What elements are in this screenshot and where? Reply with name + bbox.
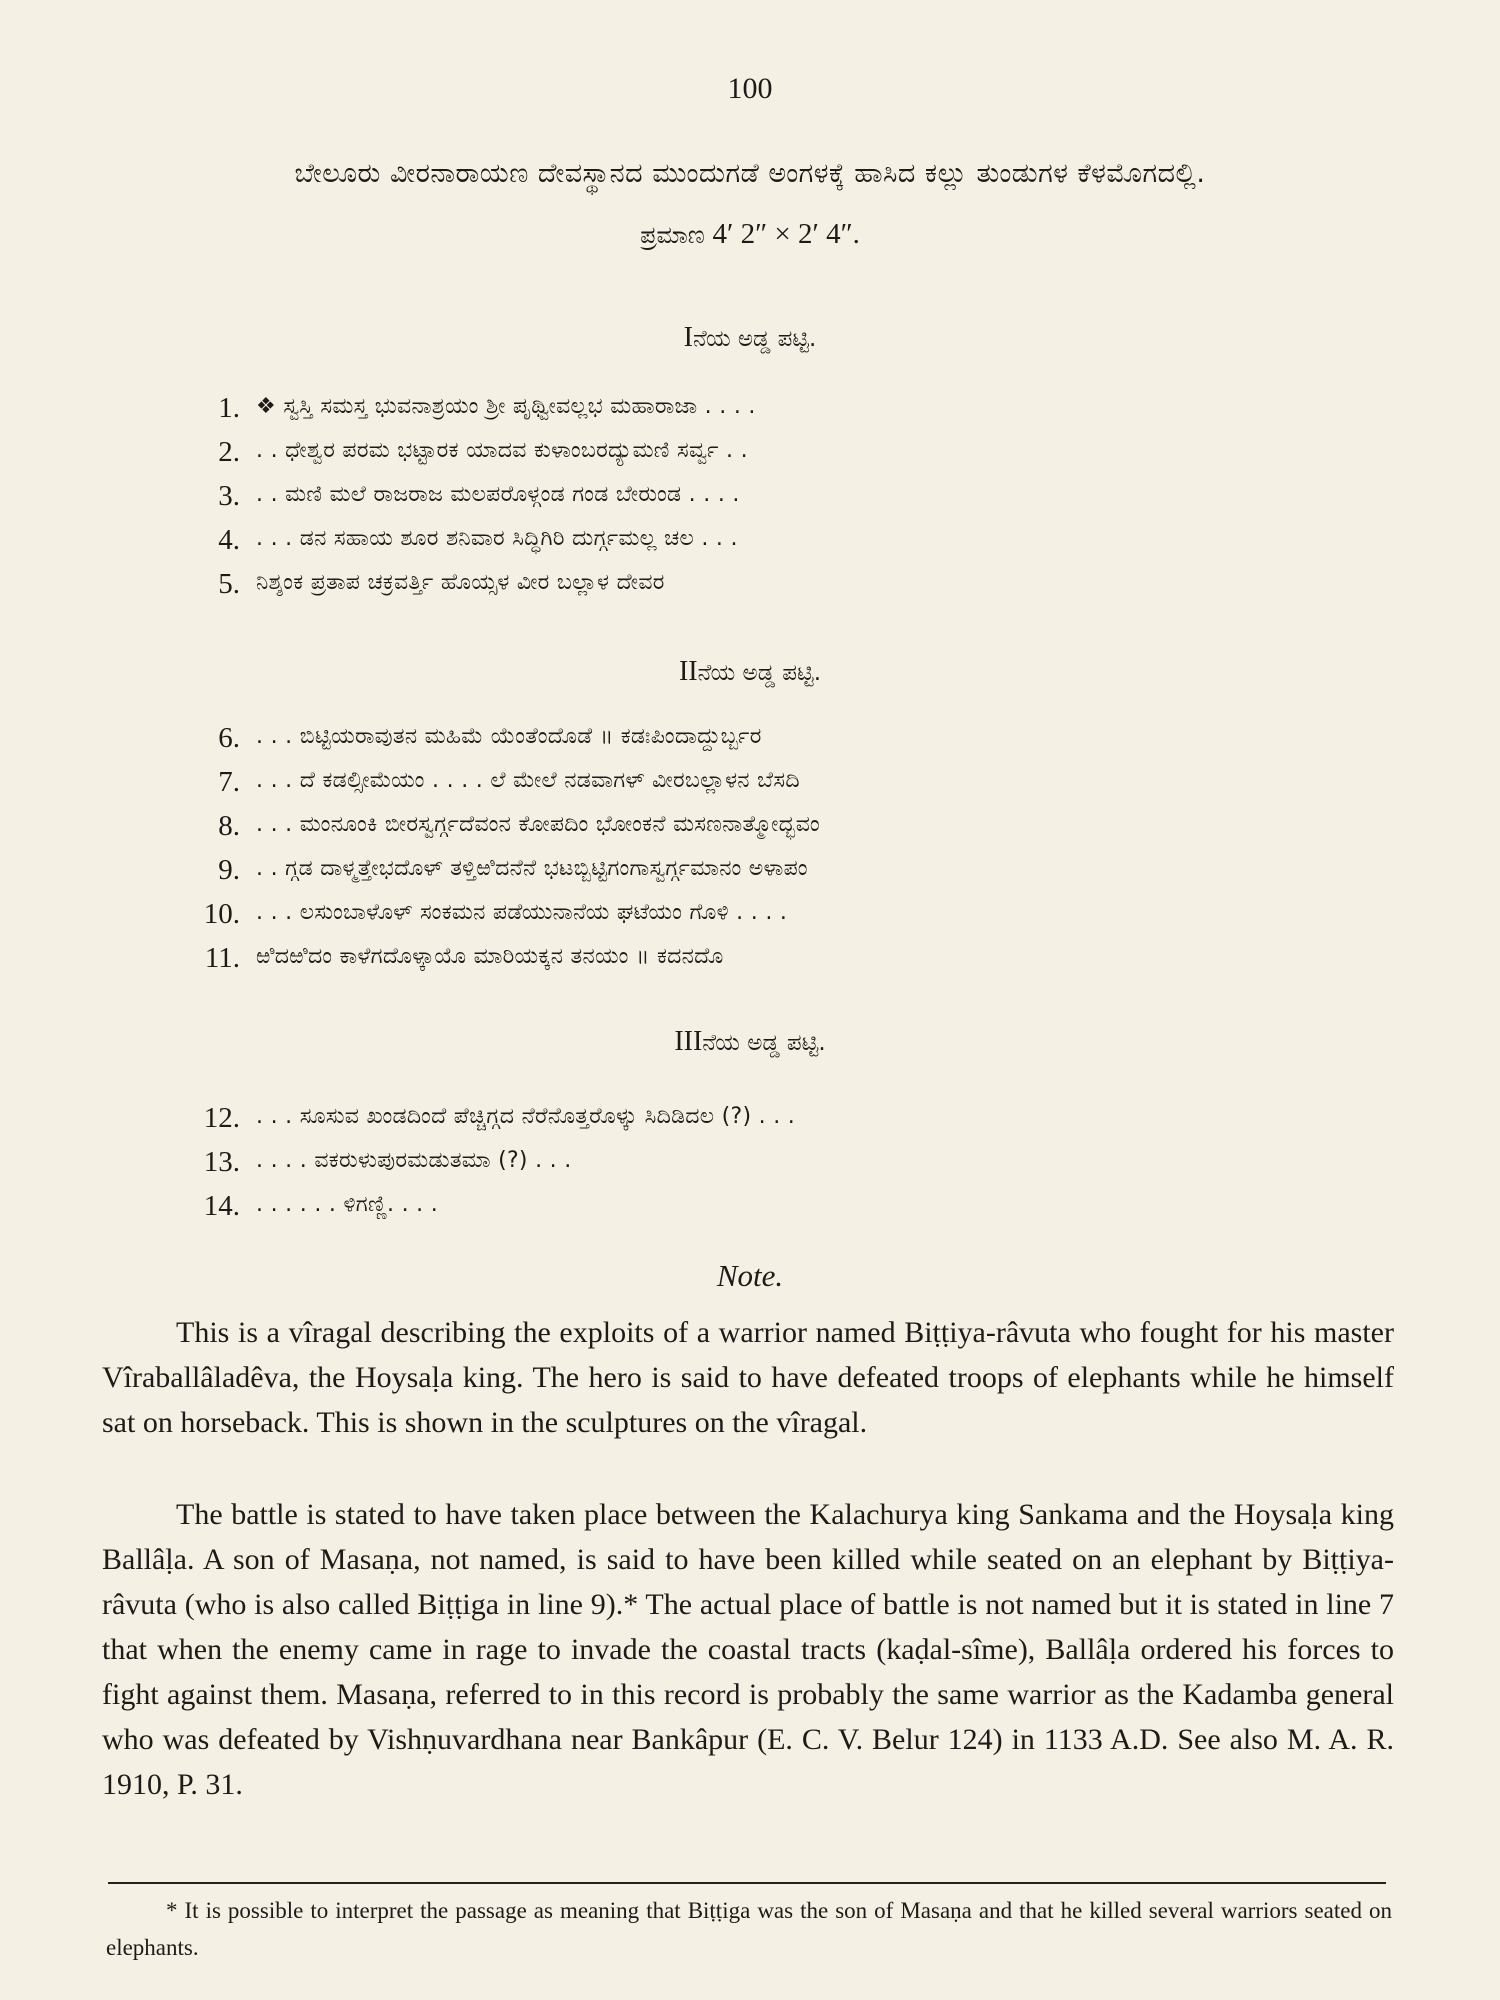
inscription-line	[170, 1142, 1270, 1182]
line-number: 9.	[218, 854, 240, 886]
note-paragraph: This is a vîragal describing the exploits of a warrior named Biṭṭiya-râvuta who fought for his master Vîraballâladêva, the Hoysaḷa king. The hero is said to have defeated troops of elephants while he himself sat on horseback. This is shown in the sculptures on the vîragal.	[102, 1316, 1394, 1439]
measurement-value: 4′ 2″ × 2′ 4″.	[712, 218, 860, 250]
line-text: . . ಗ್ಗಡ ದಾಳ್ಮತ್ತೇಭದೊಳ್ ತಳ್ತಿಱಿದನೆನೆ ಭಟಬ್ಬಿಟ್ಟಿಗಂಗಾಸ್ವರ್ಗ್ಗಮಾನಂ ಅಳಾಪಂ	[256, 856, 808, 881]
line-number: 10.	[203, 898, 240, 930]
inscription-line	[170, 432, 1270, 472]
line-number: 3.	[218, 480, 240, 512]
inscription-line	[170, 762, 1270, 802]
line-number: 5.	[218, 568, 240, 600]
line-number: 6.	[218, 722, 240, 754]
line-number: 11.	[204, 942, 240, 974]
section-label: ನೆಯ ಅಡ್ಡ ಪಟ್ಟಿ.	[692, 326, 817, 352]
line-text: . . . ಲಸುಂಬಾಳೊಳ್ ಸಂಕಮನ ಪಡೆಯುನಾನೆಯ ಘಟೆಯಂ ಗೊಳಿ . . . .	[256, 900, 788, 925]
measurement	[0, 218, 1500, 251]
line-text: . . ಮಣಿ ಮಲೆ ರಾಜರಾಜ ಮಲಪರೊಳ್ಗಂಡ ಗಂಡ ಬೇರುಂಡ . . . .	[256, 482, 740, 507]
section-title-3	[0, 1026, 1500, 1058]
note-paragraph: The battle is stated to have taken place between the Kalachurya king Sankama and the Hoysaḷa king Ballâḷa. A son of Masaṇa, not named, is said to have been killed while seated on an elephant by Biṭṭiya-râvuta (who is also called Biṭṭiga in line 9).* The actual place of battle is not named but it is stated in line 7 that when the enemy came in rage to invade the coastal tracts (kaḍal-sîme), Ballâḷa ordered his forces to fight against them. Masaṇa, referred to in this record is probably the same warrior as the Kadamba general who was defeated by Vishṇuvardhana near Bankâpur (E. C. V. Belur 124) in 1133 A.D. See also M. A. R. 1910, P. 31.	[102, 1498, 1394, 1801]
inscription-line	[170, 1098, 1270, 1138]
inscription-line	[170, 718, 1270, 758]
section-roman: I	[683, 322, 693, 353]
inscription-line	[170, 476, 1270, 516]
line-text: . . . ಬಿಟ್ಟಿಯರಾವುತನ ಮಹಿಮೆ ಯೆಂತೆಂದೊಡೆ ॥ ಕಡಃಪಿಂದಾದ್ದುರ್ಬ್ಬರ	[256, 724, 762, 749]
section-label: ನೆಯ ಅಡ್ಡ ಪಟ್ಟಿ.	[697, 660, 822, 686]
line-text: . . . ಡನ ಸಹಾಯ ಶೂರ ಶನಿವಾರ ಸಿದ್ಧಿಗಿರಿ ದುರ್ಗ್ಗಮಲ್ಲ ಚಲ . . .	[256, 526, 738, 551]
line-number: 14.	[203, 1190, 240, 1222]
inscription-line	[170, 806, 1270, 846]
section-label: ನೆಯ ಅಡ್ಡ ಪಟ್ಟಿ.	[702, 1030, 826, 1056]
line-text: . . . ದೆ ಕಡಲ್ಸೀಮೆಯಂ . . . . ಲೆ ಮೇಲೆ ನಡವಾಗಳ್ ವೀರಬಲ್ಲಾಳನ ಬೆಸದಿ	[256, 768, 800, 793]
section-title-2	[0, 656, 1500, 688]
line-text: . . ಧೇಶ್ವರ ಪರಮ ಭಟ್ಟಾರಕ ಯಾದವ ಕುಳಾಂಬರದ್ಯುಮಣಿ ಸರ್ವ್ವ . .	[256, 438, 748, 463]
measurement-label: ಪ್ರಮಾಣ	[640, 221, 705, 249]
footnote-divider	[108, 1882, 1386, 1884]
line-number: 2.	[218, 436, 240, 468]
inscription-line	[170, 894, 1270, 934]
line-text: . . . . . . ಳಿಗಣ್ಣಿ. . . .	[256, 1192, 439, 1217]
inscription-line	[170, 938, 1270, 978]
inscription-heading: ಬೇಲೂರು ವೀರನಾರಾಯಣ ದೇವಸ್ಥಾನದ ಮುಂದುಗಡೆ ಅಂಗಳಕ್ಕೆ ಹಾಸಿದ ಕಲ್ಲು ತುಂಡುಗಳ ಕೆಳಮೊಗದಲ್ಲಿ.	[294, 158, 1206, 189]
section-title-1	[0, 322, 1500, 354]
line-number: 8.	[218, 810, 240, 842]
line-text: . . . ಸೂಸುವ ಖಂಡದಿಂದೆ ಪೆಚ್ಚಿಗ್ಗದ ನೆರೆನೊತ್ತರೊಳ್ಕು ಸಿದಿಡಿದಲ (?) . . .	[256, 1104, 796, 1129]
line-number: 12.	[203, 1102, 240, 1134]
section-roman: II	[678, 656, 698, 687]
footnote: * It is possible to interpret the passage as meaning that Biṭṭiga was the son of Masaṇa and that he killed several warriors seated on elephants.	[106, 1898, 1392, 1960]
inscription-line	[170, 388, 1270, 428]
section-roman: III	[674, 1026, 703, 1057]
inscription-line	[170, 850, 1270, 890]
line-text: ಱಿದಱಿದಂ ಕಾಳೆಗದೊಳ್ಕಾಯೊ ಮಾರಿಯಕ್ಕನ ತನಯಂ ॥ ಕದನದೊ	[256, 944, 724, 969]
line-text: . . . ಮಂನೂಂಕಿ ಬೀರಸ್ವರ್ಗ್ಗದೆವಂನ ಕೋಪದಿಂ ಭೋಂಕನೆ ಮಸಣನಾತ್ಮೋದ್ಭವಂ	[256, 812, 820, 837]
line-number: 1.	[218, 392, 240, 424]
line-text: . . . . ವಕರುಳುಪುರಮಡುತಮಾ (?) . . .	[256, 1148, 572, 1173]
line-text: ❖ ಸ್ವಸ್ತಿ ಸಮಸ್ತ ಭುವನಾಶ್ರಯಂ ಶ್ರೀ ಪೃಥ್ವೀವಲ್ಲಭ ಮಹಾರಾಜಾ . . . .	[256, 394, 756, 419]
line-number: 13.	[203, 1146, 240, 1178]
line-number: 4.	[218, 524, 240, 556]
inscription-line	[170, 1186, 1270, 1226]
line-number: 7.	[218, 766, 240, 798]
note-title: Note.	[716, 1258, 784, 1293]
inscription-line	[170, 564, 1270, 604]
inscription-line	[170, 520, 1270, 560]
line-text: ನಿಶ್ಶಂಕ ಪ್ರತಾಪ ಚಕ್ರವರ್ತ್ತಿ ಹೊಯ್ಸಳ ವೀರ ಬಲ್ಲಾಳ ದೇವರ	[256, 570, 665, 595]
page-number: 100	[727, 72, 773, 105]
